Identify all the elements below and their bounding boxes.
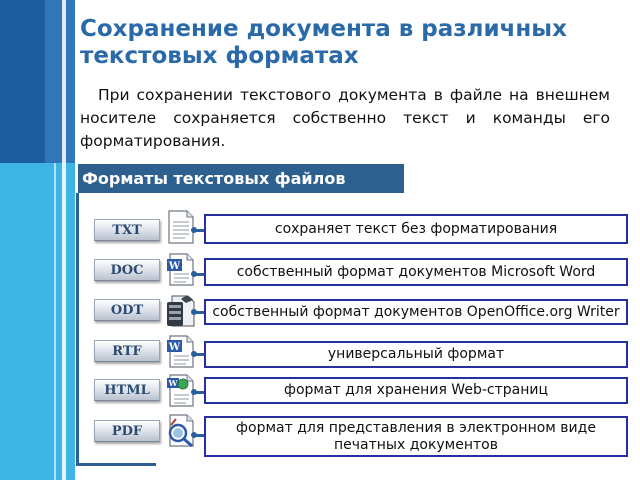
format-description-doc: собственный формат документов Microsoft Word [204, 258, 628, 286]
svg-text:W: W [168, 378, 178, 388]
format-description-html: формат для хранения Web-страниц [204, 377, 628, 404]
intro-paragraph: При сохранении текстового документа в файле на внешнем носителе сохраняется собственно текст и команды его форматирования. [80, 86, 610, 150]
section-header: Форматы текстовых файлов [78, 164, 404, 193]
format-row-doc [0, 252, 640, 292]
format-row-rtf [0, 334, 640, 374]
word-document-icon [166, 252, 196, 286]
format-label-pdf: PDF [94, 420, 160, 442]
sidebar-dark-column [0, 0, 45, 163]
svg-text:W: W [168, 342, 181, 353]
format-description-rtf: универсальный формат [204, 341, 628, 368]
format-label-txt: TXT [94, 219, 160, 241]
format-label-html: HTML [94, 379, 160, 401]
format-description-pdf: формат для представления в электронном виде печатных документов [204, 416, 628, 457]
format-description-odt: собственный формат документов OpenOffice.org Writer [204, 299, 628, 325]
slide-title: Сохранение документа в различных текстовых форматах [80, 16, 567, 69]
format-row-html [0, 373, 640, 413]
format-label-odt: ODT [94, 299, 160, 321]
format-description-txt: сохраняет текст без форматирования [204, 214, 628, 244]
format-row-txt [0, 210, 640, 250]
svg-text:W: W [168, 261, 181, 272]
format-row-pdf [0, 413, 640, 453]
bracket-horizontal-line [76, 463, 156, 466]
format-row-odt [0, 293, 640, 333]
format-label-rtf: RTF [94, 340, 160, 362]
format-label-doc: DOC [94, 259, 160, 281]
pdf-document-icon [166, 413, 196, 447]
